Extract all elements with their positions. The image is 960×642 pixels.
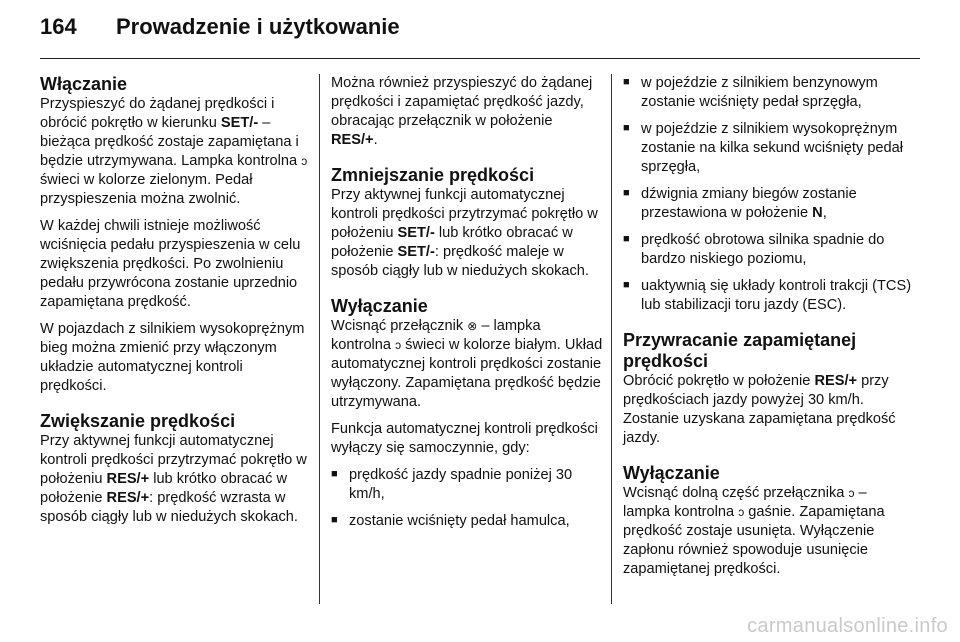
paragraph: Obrócić pokrętło w położenie RES/+ przy prędkościach jazdy powyżej 30 km/h. Zostanie uzyskana zapamiętana prędkość jazdy. [623,373,896,446]
bullet-list [623,74,913,315]
page-title: Prowadzenie i użytkowanie [116,14,400,39]
cruise-control-lamp-icon: ↄ [848,486,855,500]
cruise-control-lamp-icon: ↄ [395,338,402,352]
cruise-control-button-icon: ⊗ [467,319,478,333]
bullet-list [331,466,603,531]
list-item: ■ w pojeździe z silnikiem benzynowym zostanie wciśnięty pedał sprzęgła, [623,74,913,112]
column-right [623,74,913,587]
paragraph: Wcisnąć dolną część przełącznika ↄ – lampka kontrolna ↄ gaśnie. Zapamiętana prędkość zostaje usunięta. Wyłączenie zapłonu również spowoduje usunięcie zapamiętanej prędkości. [623,485,885,577]
paragraph: W pojazdach z silnikiem wysokoprężnym bieg można zmienić przy włączonym układzie automatycznej kontroli prędkości. [40,321,305,394]
paragraph: Przy aktywnej funkcji automatycznej kontroli prędkości przytrzymać pokrętło w położeniu SET/- lub krótko obracać w położenie SET/-: prędkość maleje w sposób ciągły lub w niedużych skokach. [331,187,598,279]
column-divider [319,74,320,604]
section-heading: Wyłączanie [623,463,720,483]
paragraph: W każdej chwili istnieje możliwość wciśnięcia pedału przyspieszenia w celu zwiększenia prędkości. Po zwolnieniu pedału przywrócona zostanie uprzednio zapamiętana prędkość. [40,218,301,310]
cruise-control-lamp-icon: ↄ [301,154,308,168]
section-heading: Włączanie [40,74,128,94]
list-item: ■ w pojeździe z silnikiem wysokoprężnym zostanie na kilka sekund wciśnięty pedał sprzęgła, [623,120,913,177]
paragraph: Przy aktywnej funkcji automatycznej kontroli prędkości przytrzymać pokrętło w położeniu RES/+ lub krótko obracać w położenie RES/+: prędkość wzrasta w sposób ciągły lub w niedużych skokach. [40,433,307,525]
column-divider [611,74,612,604]
list-item: ■ prędkość obrotowa silnika spadnie do bardzo niskiego poziomu, [623,231,913,269]
cruise-control-lamp-icon: ↄ [738,505,745,519]
page-number: 164 [40,14,77,39]
section-heading: Wyłączanie [331,296,428,316]
paragraph: Wcisnąć przełącznik ⊗ – lampka kontrolna ↄ świeci w kolorze białym. Układ automatycznej kontroli prędkości zostanie wyłączony. Zapamiętana prędkość będzie utrzymywana. [331,318,603,410]
paragraph: Można również przyspieszyć do żądanej prędkości i zapamiętać prędkość jazdy, obracając przełącznik w położenie RES/+. [331,75,593,148]
page-header [40,14,400,40]
list-item: ■ prędkość jazdy spadnie poniżej 30 km/h, [331,466,603,504]
column-left [40,74,310,535]
list-item: ■ zostanie wciśnięty pedał hamulca, [331,512,603,531]
section-heading: Zmniejszanie prędkości [331,165,535,185]
paragraph: Przyspieszyć do żądanej prędkości i obrócić pokrętło w kierunku SET/- – bieżąca prędkość zostaje zapamiętana i będzie utrzymywana. Lampka kontrolna ↄ świeci w kolorze zielonym. Pedał przyspieszenia można zwolnić. [40,96,308,207]
header-rule [40,58,920,59]
section-heading: Przywracanie zapamiętanej prędkości [623,330,857,371]
section-heading: Zwiększanie prędkości [40,411,236,431]
watermark: carmanualsonline.info [747,615,948,637]
column-middle [331,74,603,539]
list-item: ■ dźwignia zmiany biegów zostanie przestawiona w położenie N, [623,185,913,223]
list-item: ■ uaktywnią się układy kontroli trakcji (TCS) lub stabilizacji toru jazdy (ESC). [623,277,913,315]
paragraph: Funkcja automatycznej kontroli prędkości wyłączy się samoczynnie, gdy: [331,421,598,456]
